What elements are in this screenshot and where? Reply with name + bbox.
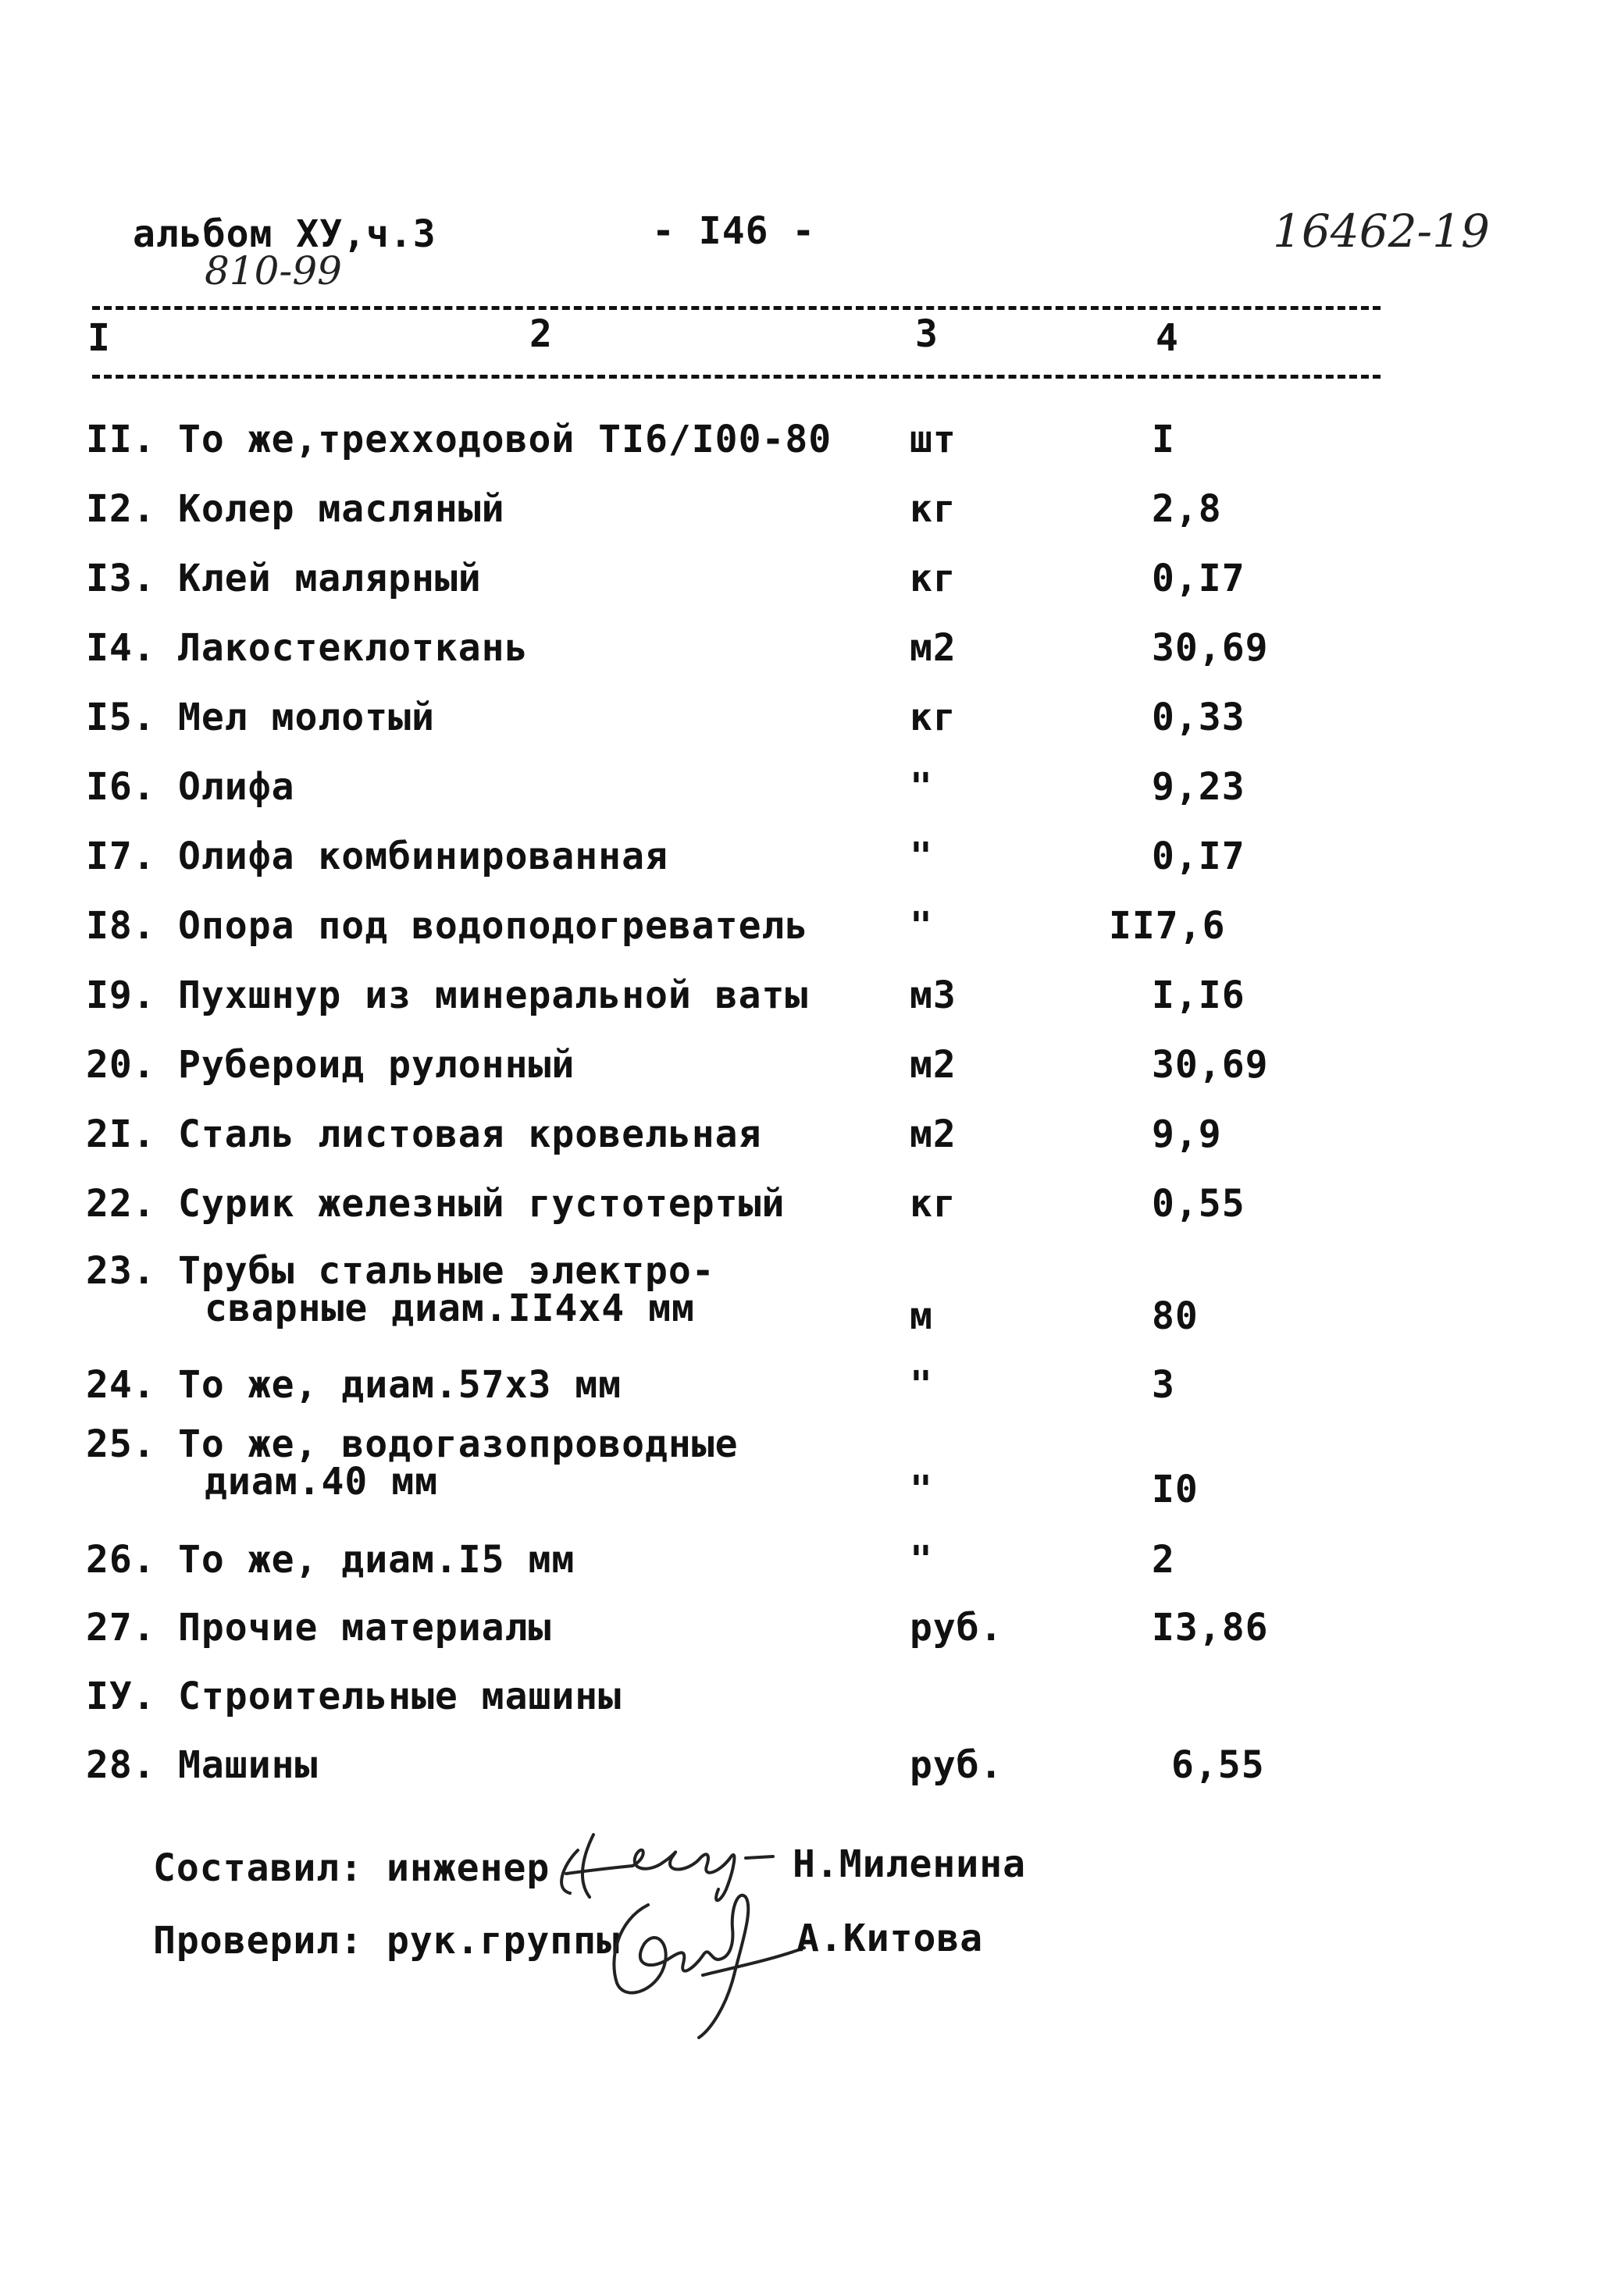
row-name: Мел молотый bbox=[178, 696, 435, 739]
row-name: Опора под водоподогреватель bbox=[178, 904, 809, 948]
table-row bbox=[0, 765, 1614, 835]
row-qty: I3,86 bbox=[1152, 1606, 1269, 1650]
row-name: Трубы стальные электро- bbox=[178, 1249, 715, 1293]
handwritten-note: 810-99 bbox=[205, 248, 342, 294]
row-number: I8. bbox=[86, 904, 156, 948]
table-row bbox=[0, 1538, 1614, 1608]
row-unit: " bbox=[910, 904, 933, 948]
row-number: 27. bbox=[86, 1606, 156, 1650]
row-unit: " bbox=[910, 835, 933, 878]
row-unit: " bbox=[910, 1538, 933, 1582]
row-name: То же, диам.I5 мм bbox=[178, 1538, 575, 1582]
row-unit: " bbox=[910, 1363, 933, 1407]
row-number: 26. bbox=[86, 1538, 156, 1582]
header-rule-top bbox=[92, 306, 1381, 310]
column-header-4: 4 bbox=[1156, 316, 1179, 360]
row-name: Сталь листовая кровельная bbox=[178, 1112, 762, 1156]
row-unit: " bbox=[910, 765, 933, 809]
compiled-label: Составил: инженер bbox=[153, 1846, 550, 1890]
table-row bbox=[0, 1606, 1614, 1676]
row-unit: " bbox=[910, 1468, 933, 1511]
album-reference: альбом XУ,ч.3 bbox=[133, 212, 436, 256]
table-row bbox=[0, 696, 1614, 766]
row-number: 28. bbox=[86, 1743, 156, 1787]
table-row bbox=[0, 1422, 1614, 1518]
row-number: 24. bbox=[86, 1363, 156, 1407]
row-unit: кг bbox=[910, 1182, 957, 1226]
row-name: Лакостеклоткань bbox=[178, 626, 529, 670]
table-row bbox=[0, 904, 1614, 974]
table-row bbox=[0, 418, 1614, 488]
row-unit: руб. bbox=[910, 1743, 1003, 1787]
section-row bbox=[0, 1675, 1614, 1745]
table-row bbox=[0, 835, 1614, 905]
row-number: 22. bbox=[86, 1182, 156, 1226]
row-qty: 3 bbox=[1152, 1363, 1175, 1407]
row-number: 25. bbox=[86, 1422, 156, 1466]
row-qty: I bbox=[1152, 418, 1175, 461]
row-unit: кг bbox=[910, 487, 957, 531]
row-name: То же, водогазопроводные bbox=[178, 1422, 739, 1466]
checked-name: А.Китова bbox=[796, 1917, 984, 1960]
row-qty: II7,6 bbox=[1109, 904, 1226, 948]
row-name: То же,трехходовой TI6/I00-80 bbox=[178, 418, 832, 461]
handwritten-doc-code: 16462-19 bbox=[1273, 205, 1490, 258]
row-qty: 9,9 bbox=[1152, 1112, 1222, 1156]
row-unit: м2 bbox=[910, 1043, 957, 1087]
table-row bbox=[0, 1743, 1614, 1814]
row-unit: кг bbox=[910, 557, 957, 600]
row-qty: 30,69 bbox=[1152, 1043, 1269, 1087]
section-number: IУ. bbox=[86, 1675, 156, 1718]
row-qty: 30,69 bbox=[1152, 626, 1269, 670]
row-qty: 9,23 bbox=[1152, 765, 1245, 809]
row-name-continued: сварные диам.II4x4 мм bbox=[205, 1287, 695, 1330]
table-row bbox=[0, 557, 1614, 627]
row-name: Олифа комбинированная bbox=[178, 835, 668, 878]
row-name: Клей малярный bbox=[178, 557, 482, 600]
row-name: Пухшнур из минеральной ваты bbox=[178, 974, 809, 1017]
table-row bbox=[0, 1251, 1614, 1345]
table-row bbox=[0, 1182, 1614, 1252]
row-number: II. bbox=[86, 418, 156, 461]
table-row bbox=[0, 1112, 1614, 1183]
row-name: Олифа bbox=[178, 765, 295, 809]
checked-label: Проверил: рук.группы bbox=[153, 1919, 620, 1963]
row-number: I4. bbox=[86, 626, 156, 670]
row-number: I9. bbox=[86, 974, 156, 1017]
section-title: Строительные машины bbox=[178, 1675, 622, 1718]
row-qty: I,I6 bbox=[1152, 974, 1245, 1017]
row-name: Прочие материалы bbox=[178, 1606, 552, 1650]
row-unit: шт bbox=[910, 418, 957, 461]
table-row bbox=[0, 487, 1614, 557]
compiled-name: Н.Миленина bbox=[793, 1842, 1026, 1886]
table-row bbox=[0, 1043, 1614, 1113]
row-number: I7. bbox=[86, 835, 156, 878]
row-name: Машины bbox=[178, 1743, 319, 1787]
row-number: I5. bbox=[86, 696, 156, 739]
row-number: 23. bbox=[86, 1249, 156, 1293]
row-qty: 80 bbox=[1152, 1294, 1199, 1338]
row-name-continued: диам.40 мм bbox=[205, 1460, 438, 1504]
row-number: 20. bbox=[86, 1043, 156, 1087]
row-qty: 2,8 bbox=[1152, 487, 1222, 531]
row-name: То же, диам.57x3 мм bbox=[178, 1363, 622, 1407]
column-header-2: 2 bbox=[529, 312, 553, 356]
row-unit: м3 bbox=[910, 974, 957, 1017]
column-header-3: 3 bbox=[915, 312, 939, 356]
row-number: I3. bbox=[86, 557, 156, 600]
row-qty: 2 bbox=[1152, 1538, 1175, 1582]
row-qty: 6,55 bbox=[1171, 1743, 1265, 1787]
row-number: 2I. bbox=[86, 1112, 156, 1156]
row-unit: м2 bbox=[910, 626, 957, 670]
header-rule-bottom bbox=[92, 375, 1381, 379]
table-row bbox=[0, 974, 1614, 1044]
row-name: Колер масляный bbox=[178, 487, 505, 531]
page-number: - I46 - bbox=[652, 209, 816, 253]
row-unit: м2 bbox=[910, 1112, 957, 1156]
row-number: I2. bbox=[86, 487, 156, 531]
row-unit: м bbox=[910, 1294, 933, 1338]
row-qty: 0,I7 bbox=[1152, 557, 1245, 600]
row-name: Сурик железный густотертый bbox=[178, 1182, 786, 1226]
row-unit: руб. bbox=[910, 1606, 1003, 1650]
row-unit: кг bbox=[910, 696, 957, 739]
row-qty: 0,55 bbox=[1152, 1182, 1245, 1226]
row-qty: I0 bbox=[1152, 1468, 1199, 1511]
table-row bbox=[0, 626, 1614, 696]
row-qty: 0,33 bbox=[1152, 696, 1245, 739]
row-number: I6. bbox=[86, 765, 156, 809]
column-header-1: I bbox=[87, 316, 111, 360]
row-name: Рубероид рулонный bbox=[178, 1043, 575, 1087]
row-qty: 0,I7 bbox=[1152, 835, 1245, 878]
